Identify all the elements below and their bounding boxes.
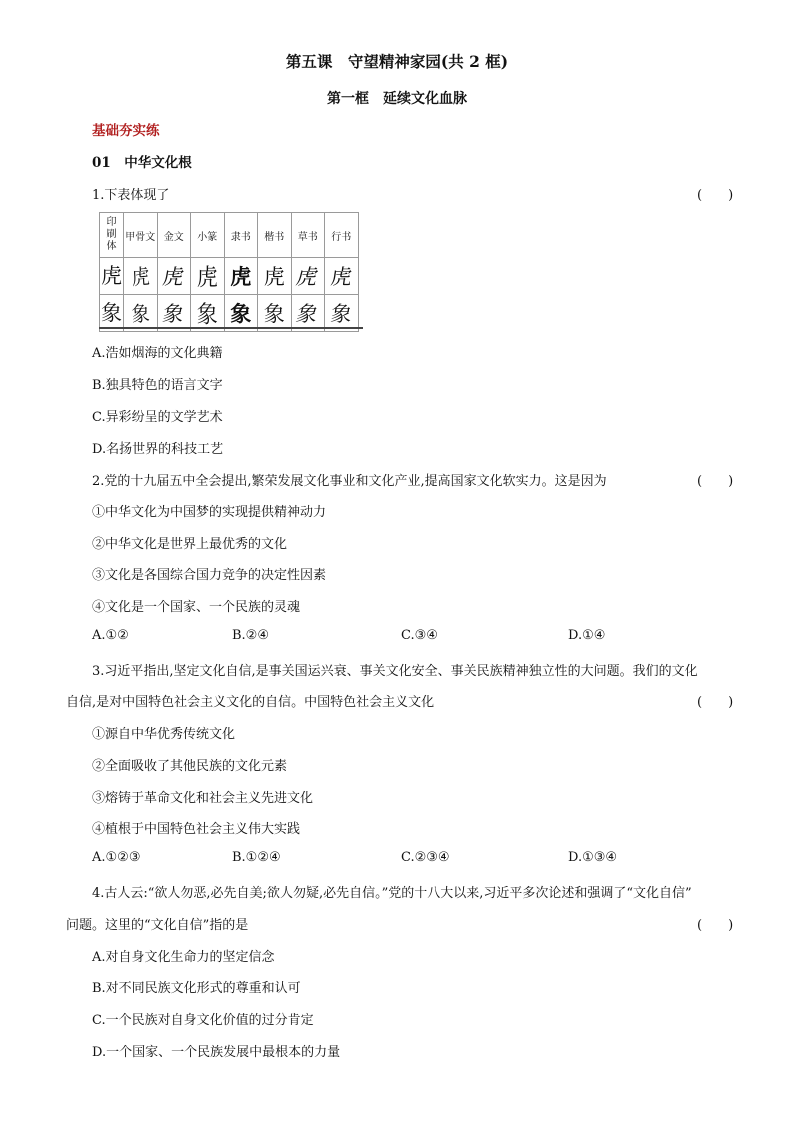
table-bottom-border [99, 327, 363, 329]
q3-item-3: ③熔铸于革命文化和社会主义先进文化 [92, 791, 314, 806]
header-cell: 甲骨文 [124, 213, 158, 258]
table-header-row [100, 213, 359, 258]
glyph-cell: 象 [328, 303, 354, 326]
q1-option-a: A.浩如烟海的文化典籍 [92, 346, 223, 361]
q4-option-d: D.一个国家、一个民族发展中最根本的力量 [92, 1045, 341, 1060]
glyph-cell: 虎 [160, 265, 187, 289]
glyph-cell: 虎 [130, 264, 150, 290]
q2-item-3: ③文化是各国综合国力竞争的决定性因素 [92, 568, 327, 583]
glyph-cell: 虎 [263, 265, 285, 289]
glyph-cell: 象 [230, 302, 252, 326]
q4-stem-line2: 问题。这里的“文化自信”指的是 [66, 918, 249, 933]
q2-option-b: B.②④ [232, 628, 269, 643]
q2-option-d: D.①④ [568, 628, 606, 643]
script-evolution-table [99, 212, 359, 332]
lesson-title: 第五课 守望精神家园(共 2 框) [285, 52, 509, 71]
q3-stem-line1: 3.习近平指出,坚定文化自信,是事关国运兴衰、事关文化安全、事关民族精神独立性的大问题。我们的文化 [92, 664, 698, 679]
header-cell: 小篆 [191, 213, 225, 258]
glyph-cell: 虎 [328, 266, 354, 289]
q1-stem: 1.下表体现了 [92, 188, 170, 203]
practice-heading: 基础夯实练 [92, 123, 160, 139]
corner-label: 印刷体 [106, 217, 117, 252]
glyph-cell: 虎 [196, 263, 218, 291]
glyph-cell: 象 [263, 302, 285, 326]
q4-option-a: A.对自身文化生命力的坚定信念 [92, 950, 275, 965]
glyph-cell: 象 [294, 302, 321, 326]
q4-option-c: C.一个民族对自身文化价值的过分肯定 [92, 1013, 314, 1028]
glyph-cell: 虎 [230, 265, 252, 289]
header-cell: 楷书 [258, 213, 292, 258]
glyph-cell: 虎 [294, 265, 321, 289]
row-label: 象 [100, 295, 124, 332]
header-cell: 金文 [157, 213, 191, 258]
glyph-cell: 象 [196, 300, 218, 328]
glyph-cell: 象 [130, 301, 150, 327]
q2-item-4: ④文化是一个国家、一个民族的灵魂 [92, 600, 301, 615]
q3-item-1: ①源自中华优秀传统文化 [92, 727, 236, 742]
glyph-cell: 象 [160, 302, 187, 326]
header-cell: 行书 [325, 213, 359, 258]
row-label: 虎 [100, 258, 124, 295]
q2-answer-blank: ( ) [697, 474, 734, 489]
q1-answer-blank: ( ) [697, 188, 734, 203]
q2-item-2: ②中华文化是世界上最优秀的文化 [92, 537, 288, 552]
q4-stem-line1: 4.古人云:“欲人勿恶,必先自美;欲人勿疑,必先自信。”党的十八大以来,习近平多次论述和强调了“文化自信” [92, 886, 692, 901]
q3-stem-line2: 自信,是对中国特色社会主义文化的自信。中国特色社会主义文化 [66, 695, 435, 710]
q4-option-b: B.对不同民族文化形式的尊重和认可 [92, 981, 301, 996]
header-cell: 隶书 [224, 213, 258, 258]
q2-stem: 2.党的十九届五中全会提出,繁荣发展文化事业和文化产业,提高国家文化软实力。这是因为 [92, 474, 607, 489]
q3-option-c: C.②③④ [401, 850, 450, 865]
q4-answer-blank: ( ) [697, 918, 734, 933]
topic-heading: 01 中华文化根 [92, 155, 192, 171]
q1-option-c: C.异彩纷呈的文学艺术 [92, 410, 223, 425]
q3-item-2: ②全面吸收了其他民族的文化元素 [92, 759, 288, 774]
q3-option-b: B.①②④ [232, 850, 281, 865]
table-row [100, 258, 359, 295]
section-subtitle: 第一框 延续文化血脉 [327, 91, 467, 107]
table-row [100, 295, 359, 332]
q2-option-c: C.③④ [401, 628, 438, 643]
header-cell: 草书 [291, 213, 325, 258]
q3-option-d: D.①③④ [568, 850, 618, 865]
q3-option-a: A.①②③ [92, 850, 141, 865]
q1-option-b: B.独具特色的语言文字 [92, 378, 223, 393]
q3-item-4: ④植根于中国特色社会主义伟大实践 [92, 822, 301, 837]
q2-option-a: A.①② [92, 628, 129, 643]
q1-option-d: D.名扬世界的科技工艺 [92, 442, 224, 457]
q3-answer-blank: ( ) [697, 695, 734, 710]
q2-item-1: ①中华文化为中国梦的实现提供精神动力 [92, 505, 327, 520]
table-corner-cell [100, 213, 124, 258]
